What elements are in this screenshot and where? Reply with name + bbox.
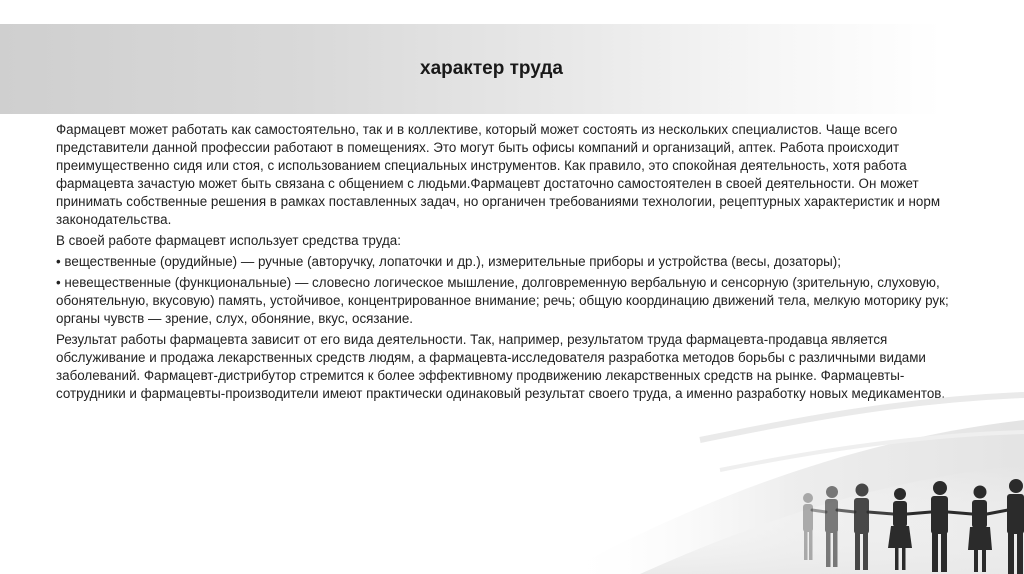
people-holding-hands-icon <box>803 479 1024 574</box>
paragraph-material-tools: • вещественные (орудийные) — ручные (авторучку, лопаточки и др.), измерительные приборы и устройства (весы, дозаторы); <box>56 254 841 269</box>
paragraph-tools-heading: В своей работе фармацевт использует средства труда: <box>56 233 401 248</box>
paragraph-results: Результат работы фармацевта зависит от его вида деятельности. Так, например, результатом труда фармацевта-продавца является обслуживание и продажа лекарственных средств людям, а фармацевта-исследователя разработка методов борьбы с различными видами заболеваний. Фармацевт-дистрибутор стремится к более эффективному продвижению лекарственных средств на рынке. Фармацевты-сотрудники и фармацевты-производители имеют практически одинаковый результат своего труда, а именно разработку новых медикаментов. <box>56 332 946 401</box>
paragraph-intro: Фармацевт может работать как самостоятельно, так и в коллективе, который может состоять из нескольких специалистов. Чаще всего представители данной профессии работают в помещениях. Это могут быть офисы компаний и организаций, аптек. Работа происходит преимущественно сидя или стоя, с использованием специальных инструментов. Как правило, это спокойная деятельность, хотя работа фармацевта зачастую может быть связана с общением с людьми.Фармацевт достаточно самостоятелен в своей деятельности. Он может принимать собственные решения в рамках поставленных задач, но органичен требованиями технологии, рецептурных характеристик и норм законодательства. <box>56 122 941 227</box>
decorative-swoosh <box>560 395 1024 574</box>
paragraph-functional-tools: • невещественные (функциональные) — словесно логическое мышление, долговременную вербальную и сенсорную (зрительную, слуховую, обонятельную, вкусовую) память, устойчивое, концентрированное внимание; речь; общую координацию движений тела, мелкую моторику рук; органы чувств — зрение, слух, обоняние, вкус, осязание. <box>56 275 949 326</box>
slide-title: характер труда <box>420 58 563 79</box>
body-text <box>56 121 968 406</box>
